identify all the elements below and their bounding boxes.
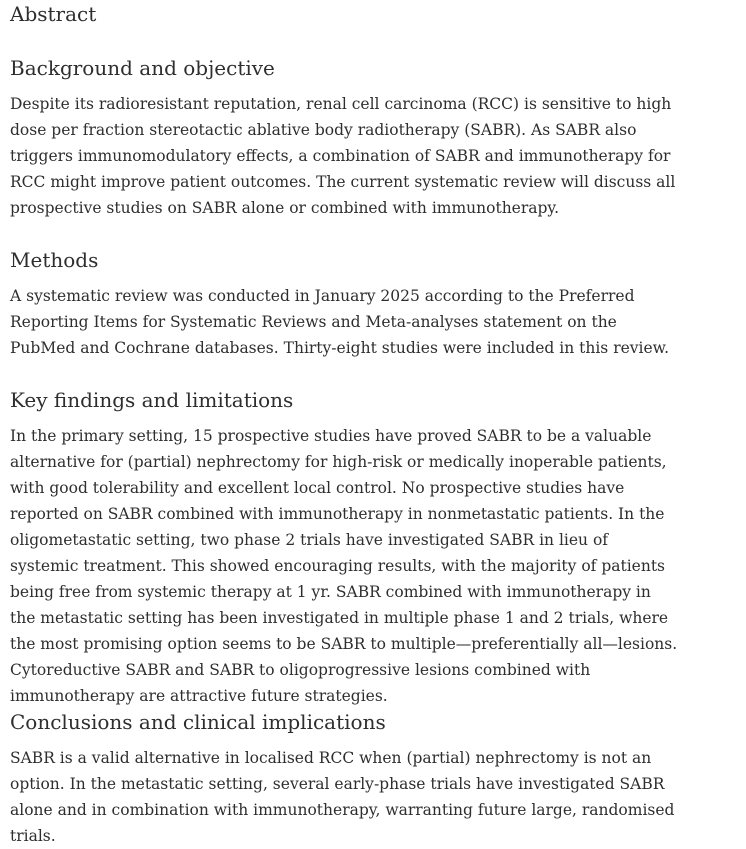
section-heading-background: Background and objective — [10, 56, 275, 80]
section-body-methods: A systematic review was conducted in January 2025 according to the Preferred Reporting Items for Systematic Reviews and Meta-analyses statement on the PubMed and Cochrane databases. Thirty-eight studies were included in this review. — [10, 287, 670, 357]
section-heading-conclusions: Conclusions and clinical implications — [10, 710, 386, 734]
section-body-conclusions: SABR is a valid alternative in localised RCC when (partial) nephrectomy is not an option. In the metastatic setting, several early-phase trials have investigated SABR alone and in combination with immunotherapy, warranting future large, randomised trials. — [10, 749, 675, 845]
abstract-title: Abstract — [10, 2, 97, 26]
section-body-key-findings: In the primary setting, 15 prospective studies have proved SABR to be a valuable alternative for (partial) nephrectomy for high-risk or medically inoperable patients, with good tolerability and excellent local control. No prospective studies have reported on SABR combined with immunotherapy in nonmetastatic patients. In the oligometastatic setting, two phase 2 trials have investigated SABR in lieu of systemic treatment. This showed encouraging results, with the majority of patients being free from systemic therapy at 1 yr. SABR combined with immunotherapy in the metastatic setting has been investigated in multiple phase 1 and 2 trials, where the most promising option seems to be SABR to multiple—preferentially all—lesions. Cytoreductive SABR and SABR to oligoprogressive lesions combined with immunotherapy are attractive future strategies. — [10, 427, 678, 705]
section-body-background: Despite its radioresistant reputation, renal cell carcinoma (RCC) is sensitive to high dose per fraction stereotactic ablative body radiotherapy (SABR). As SABR also triggers immunomodulatory effects, a combination of SABR and immunotherapy for RCC might improve patient outcomes. The current systematic review will discuss all prospective studies on SABR alone or combined with immunotherapy. — [10, 95, 676, 217]
section-heading-methods: Methods — [10, 248, 99, 272]
section-heading-key-findings: Key findings and limitations — [10, 388, 294, 412]
